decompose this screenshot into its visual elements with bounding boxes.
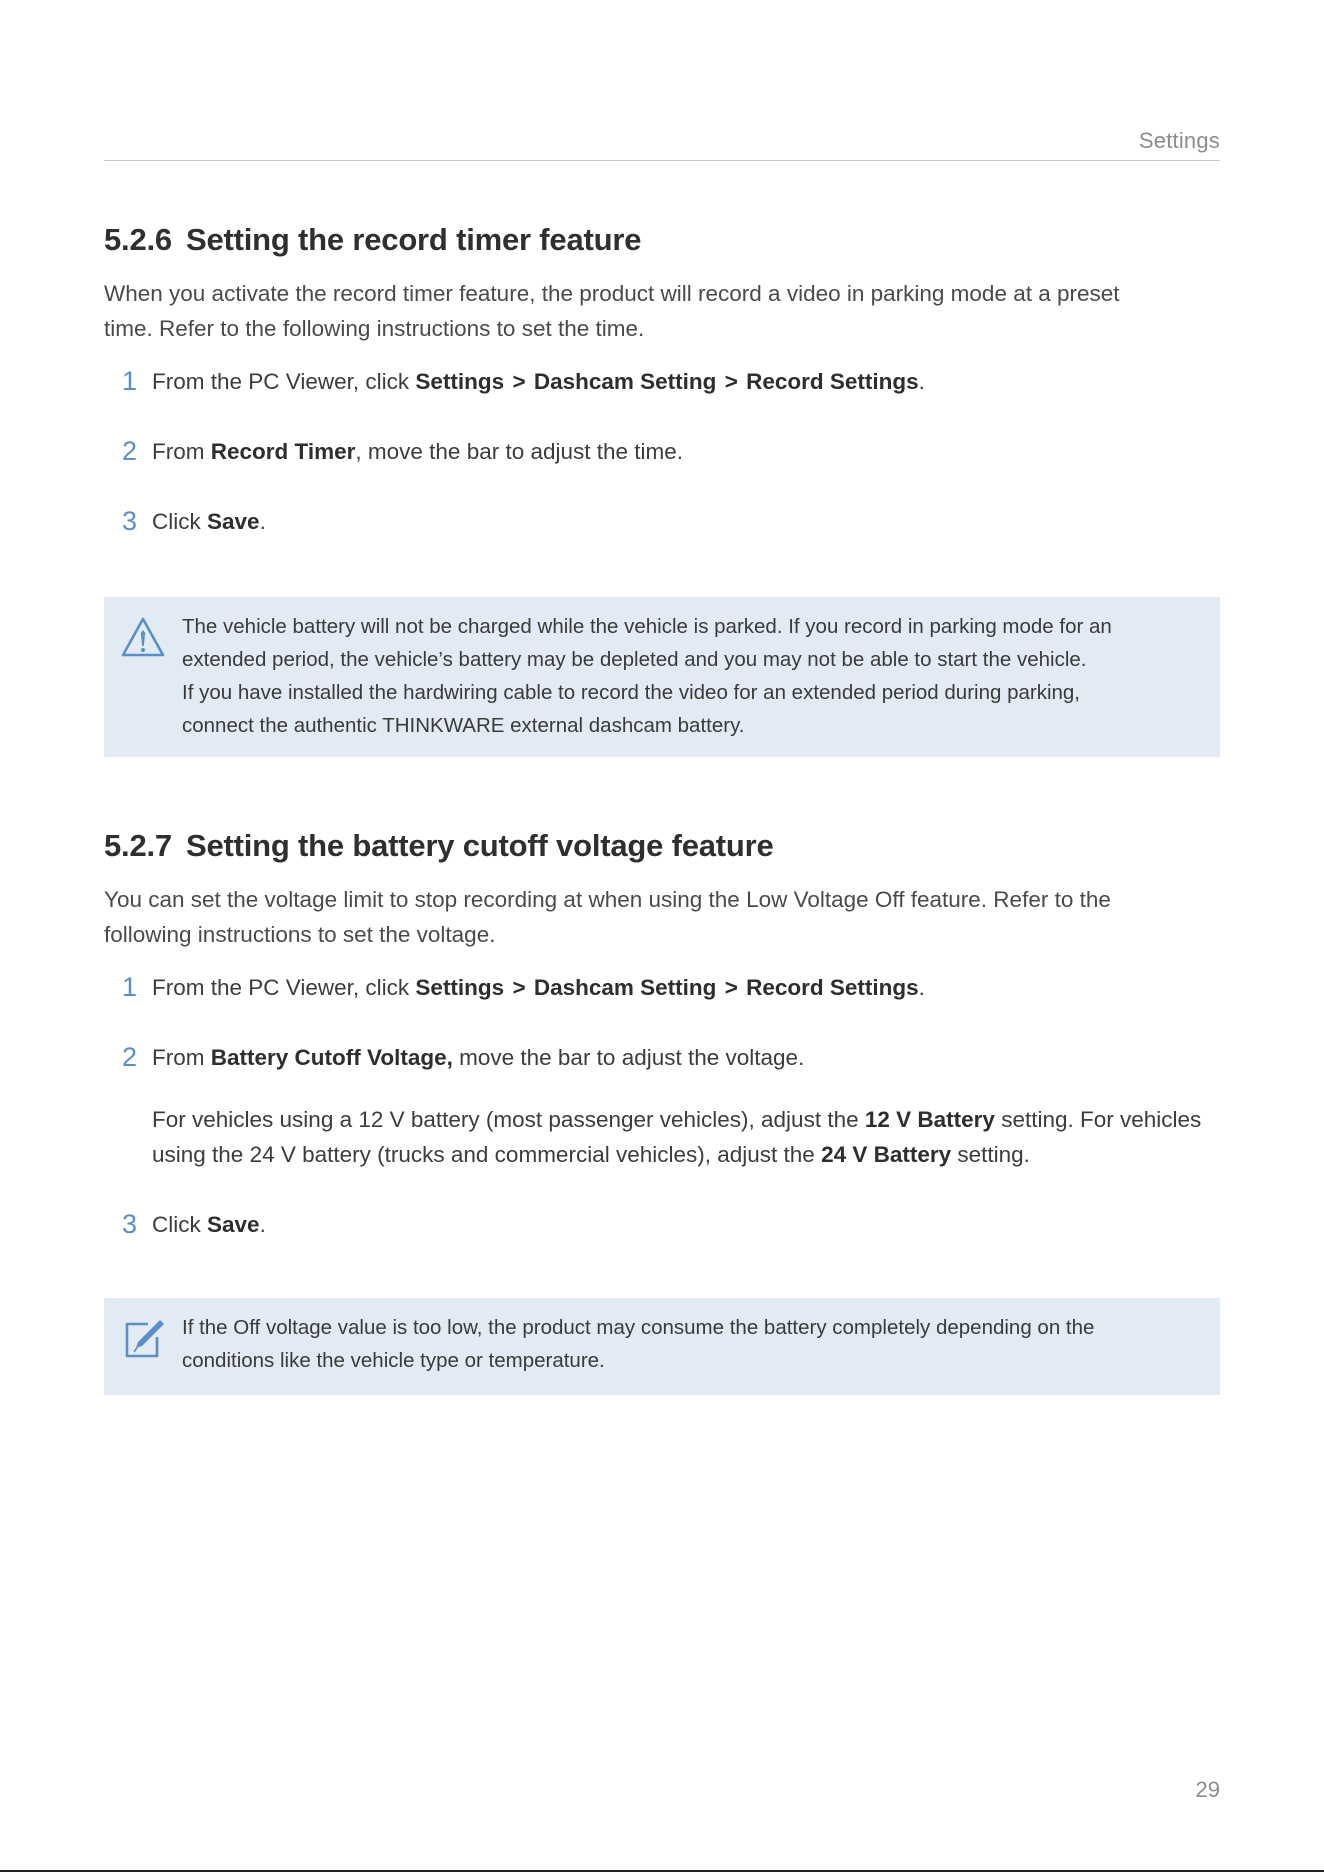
detail-text: For vehicles using a 12 V battery (most passenger vehicles), adjust the [152, 1107, 865, 1132]
note-text [182, 1311, 1180, 1377]
section-number: 5.2.7 [104, 828, 172, 863]
chevron-right-icon: > [512, 975, 526, 1000]
step-text: From [152, 1045, 211, 1070]
step-2 [104, 434, 1220, 469]
section-number: 5.2.6 [104, 222, 172, 257]
note-line: If the Off voltage value is too low, the product may consume the battery completely depending on the [182, 1316, 1095, 1339]
step-text: move the bar to adjust the voltage. [452, 1045, 805, 1070]
caution-text [182, 610, 1180, 742]
caution-line: If you have installed the hardwiring cable to record the video for an extended period during parking, [182, 681, 1081, 704]
chevron-right-icon: > [512, 369, 526, 394]
chevron-right-icon: > [724, 975, 738, 1000]
section-intro [104, 882, 1220, 952]
step-1 [104, 364, 1220, 399]
step-text: , move the bar to adjust the time. [355, 439, 684, 464]
setting-record-timer: Record Timer [210, 439, 356, 464]
section-title: Setting the battery cutoff voltage feature [186, 828, 774, 863]
step-3 [104, 504, 1220, 539]
step-number: 3 [122, 1209, 138, 1239]
menu-path-record-settings: Record Settings [746, 369, 919, 394]
step-number: 1 [122, 366, 138, 396]
detail-text: setting. [951, 1142, 1030, 1167]
running-header: Settings [1138, 128, 1220, 153]
note-box [104, 1298, 1220, 1395]
note-pencil-icon [120, 1316, 166, 1362]
caution-line: The vehicle battery will not be charged while the vehicle is parked. If you record in parking mode for an [182, 615, 1112, 638]
note-line: conditions like the vehicle type or temperature. [182, 1349, 605, 1372]
section-intro [104, 276, 1220, 346]
steps-list [104, 364, 1220, 539]
step-number: 3 [122, 506, 138, 536]
save-label: Save [207, 1212, 260, 1237]
menu-path-dashcam-setting: Dashcam Setting [533, 975, 717, 1000]
step-suffix: . [259, 509, 266, 534]
step-2 [104, 1040, 1220, 1172]
step-number: 1 [122, 972, 138, 1002]
setting-battery-cutoff-voltage: Battery Cutoff Voltage, [210, 1045, 453, 1070]
step-suffix: . [259, 1212, 266, 1237]
menu-path-settings: Settings [415, 369, 505, 394]
step-text: From [152, 439, 211, 464]
section-heading [104, 826, 1220, 866]
intro-line: You can set the voltage limit to stop recording at when using the Low Voltage Off feature. Refer to the [104, 887, 1111, 912]
menu-path-settings: Settings [415, 975, 505, 1000]
step-3 [104, 1207, 1220, 1242]
menu-path-dashcam-setting: Dashcam Setting [533, 369, 717, 394]
section-title: Setting the record timer feature [186, 222, 642, 257]
manual-page [104, 0, 1220, 1872]
step-suffix: . [918, 975, 925, 1000]
caution-line: extended period, the vehicle’s battery may be depleted and you may not be able to start the vehicle. [182, 648, 1087, 671]
chevron-right-icon: > [724, 369, 738, 394]
header-divider [104, 160, 1220, 161]
step-text: Click [152, 1212, 207, 1237]
menu-path-record-settings: Record Settings [746, 975, 919, 1000]
steps-list [104, 970, 1220, 1242]
section-battery-cutoff [104, 826, 1220, 1242]
step-suffix: . [918, 369, 925, 394]
step-text: From the PC Viewer, click [152, 975, 416, 1000]
step-detail [152, 1102, 1220, 1172]
step-text: From the PC Viewer, click [152, 369, 416, 394]
detail-text: setting. For vehicles using the 24 V battery (trucks and commercial vehicles), adjust the [152, 1107, 1202, 1167]
intro-line: When you activate the record timer feature, the product will record a video in parking mode at a preset [104, 281, 1120, 306]
caution-box [104, 597, 1220, 757]
section-heading [104, 220, 1220, 260]
warning-triangle-icon [120, 615, 166, 661]
step-number: 2 [122, 1042, 138, 1072]
section-record-timer [104, 220, 1220, 539]
setting-12v-battery: 12 V Battery [864, 1107, 995, 1132]
step-text: Click [152, 509, 207, 534]
step-number: 2 [122, 436, 138, 466]
setting-24v-battery: 24 V Battery [821, 1142, 952, 1167]
step-1 [104, 970, 1220, 1005]
caution-line: connect the authentic THINKWARE external dashcam battery. [182, 714, 745, 737]
intro-line: following instructions to set the voltage. [104, 922, 496, 947]
intro-line: time. Refer to the following instructions to set the time. [104, 316, 645, 341]
save-label: Save [207, 509, 260, 534]
page-number: 29 [1195, 1777, 1220, 1802]
